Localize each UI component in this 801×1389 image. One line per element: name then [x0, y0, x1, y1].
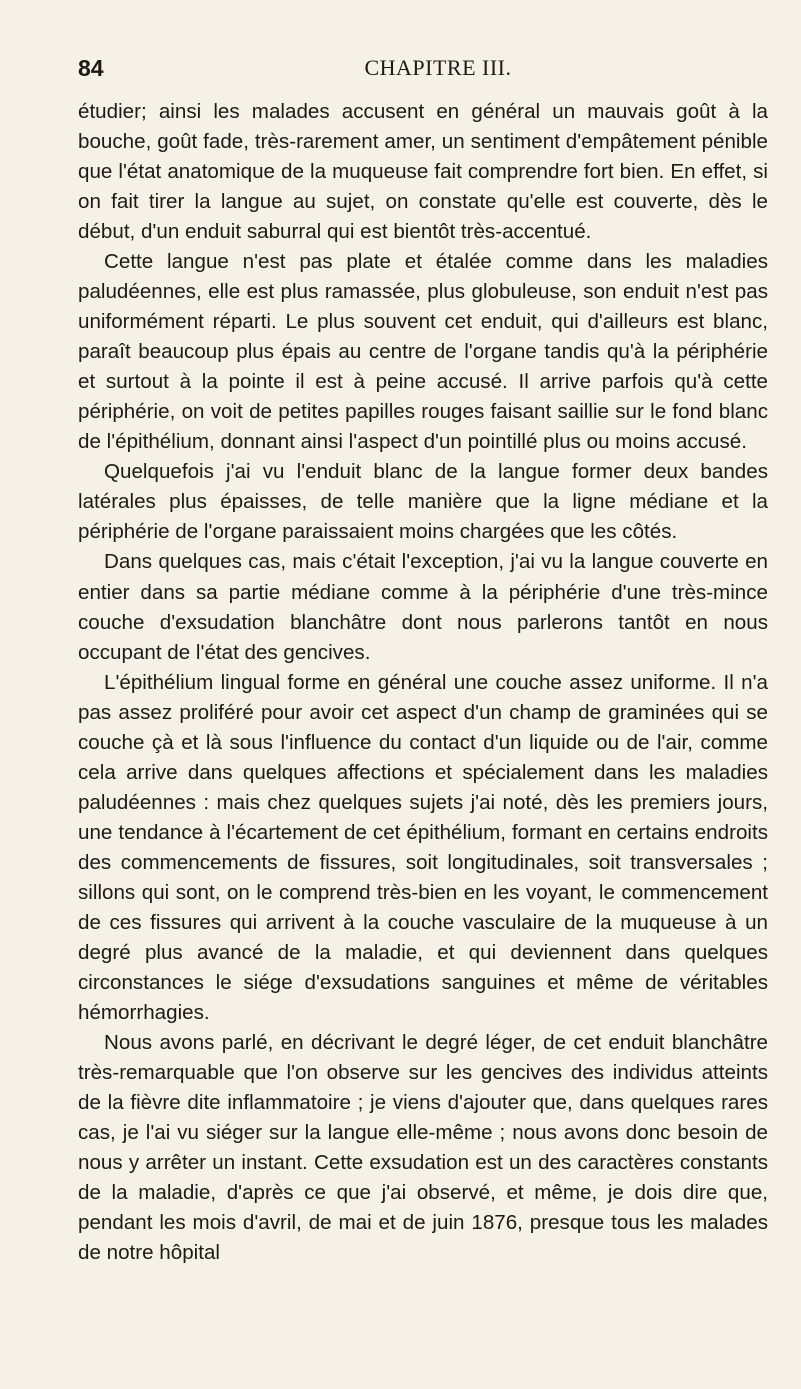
- paragraph: Nous avons parlé, en décrivant le degré léger, de cet enduit blanchâtre très-remarquable que l'on observe sur les gencives des individus atteints de la fièvre dite inflammatoire ; je viens d'ajouter que, dans quelques rares cas, je l'ai vu siéger sur la langue elle-même ; nous avons donc besoin de nous y arrêter un instant. Cette exsudation est un des caractères constants de la maladie, d'après ce que j'ai observé, et même, je dois dire que, pendant les mois d'avril, de mai et de juin 1876, presque tous les malades de notre hôpital: [78, 1030, 768, 1265]
- paragraph: étudier; ainsi les malades accusent en général un mauvais goût à la bouche, goût fade, très-rarement amer, un sentiment d'empâtement pénible que l'état anatomique de la muqueuse fait comprendre fort bien. En effet, si on fait tirer la langue au sujet, on constate qu'elle est couverte, dès le début, d'un enduit saburral qui est bientôt très-accentué.: [78, 100, 768, 244]
- page-header: [78, 55, 768, 85]
- page-number: 84: [78, 55, 104, 81]
- paragraph: Quelquefois j'ai vu l'enduit blanc de la langue former deux bandes latérales plus épaisses, de telle manière que la ligne médiane et la périphérie de l'organe paraissaient moins chargées que les côtés.: [78, 460, 768, 544]
- paragraph: Dans quelques cas, mais c'était l'exception, j'ai vu la langue couverte en entier dans sa partie médiane comme à la périphérie d'une très-mince couche d'exsudation blanchâtre dont nous parlerons tantôt en nous occupant de l'état des gencives.: [78, 550, 768, 664]
- body-text: [78, 97, 768, 1268]
- chapter-heading: CHAPITRE III.: [364, 55, 512, 80]
- paragraph: Cette langue n'est pas plate et étalée comme dans les maladies paludéennes, elle est plus ramassée, plus globuleuse, son enduit n'est pas uniformément réparti. Le plus souvent cet enduit, qui d'ailleurs est blanc, paraît beaucoup plus épais au centre de l'organe tandis qu'à la périphérie et surtout à la pointe il est à peine accusé. Il arrive parfois qu'à cette périphérie, on voit de petites papilles rouges faisant saillie sur le fond blanc de l'épithélium, donnant ainsi l'aspect d'un pointillé plus ou moins accusé.: [78, 250, 768, 454]
- paragraph: L'épithélium lingual forme en général une couche assez uniforme. Il n'a pas assez proliféré pour avoir cet aspect d'un champ de graminées qui se couche çà et là sous l'influence du contact d'un liquide ou de l'air, comme cela arrive dans quelques affections et spécialement dans les maladies paludéennes : mais chez quelques sujets j'ai noté, dès les premiers jours, une tendance à l'écartement de cet épithélium, formant en certains endroits des commencements de fissures, soit longitudinales, soit transversales ; sillons qui sont, on le comprend très-bien en les voyant, le commencement de ces fissures qui arrivent à la couche vasculaire de la muqueuse à un degré plus avancé de la maladie, et qui deviennent dans quelques circonstances le siége d'exsudations sanguines et même de véritables hémorrhagies.: [78, 670, 768, 1024]
